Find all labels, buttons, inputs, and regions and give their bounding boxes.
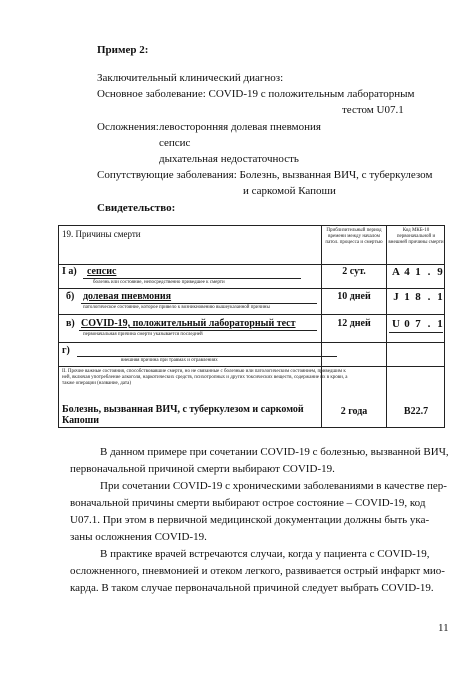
paragraph-3-line-2: осложненного, пневмонией и отеком легкого, развивается острый инфаркт мио- bbox=[70, 565, 445, 577]
certificate-label: Свидетельство: bbox=[97, 202, 176, 214]
comorbid-line2: и саркомой Капоши bbox=[243, 185, 336, 197]
code-char: . bbox=[427, 266, 431, 278]
code-char: U bbox=[392, 318, 400, 330]
complication-3: дыхательная недостаточность bbox=[159, 153, 299, 165]
cause-note: болезнь или состояние, непосредственно приведшее к смерти bbox=[93, 280, 225, 285]
code-underline bbox=[389, 332, 443, 333]
code-char: 7 bbox=[415, 318, 421, 330]
main-disease-line2: тестом U07.1 bbox=[342, 104, 404, 116]
code-char: 1 bbox=[437, 318, 443, 330]
cause-underline bbox=[79, 330, 317, 331]
code-char: 9 bbox=[437, 266, 443, 278]
row-divider bbox=[59, 264, 444, 265]
complication-1: левосторонняя долевая пневмония bbox=[159, 121, 321, 133]
cause-note: внешняя причина при травмах и отравлениях bbox=[121, 358, 218, 363]
column-divider bbox=[321, 226, 322, 427]
interval-header: Приблизительный период времени между началом патол. процесса и смертью bbox=[325, 228, 383, 245]
paragraph-2-line-2: воначальной причины смерти выбирают острое состояние – COVID-19, код bbox=[70, 497, 426, 509]
row-label: в) bbox=[66, 318, 75, 329]
part2-interval: 2 года bbox=[340, 406, 368, 417]
cause-underline bbox=[81, 303, 317, 304]
cause-note: патологическое состояние, которое привело к возникновению вышеуказанной причины bbox=[83, 305, 270, 310]
code-char: 8 bbox=[415, 291, 421, 303]
code-char: . bbox=[427, 291, 431, 303]
icd-code-cells bbox=[388, 266, 446, 280]
complications-label: Осложнения: bbox=[97, 121, 159, 133]
paragraph-3-line-1: В практике врачей встречаются случаи, когда у пациента с COVID-19, bbox=[100, 548, 430, 560]
paragraph-1-line-2: первоначальной причиной смерти выбирают COVID-19. bbox=[70, 463, 335, 475]
code-char: . bbox=[427, 318, 431, 330]
row-divider bbox=[59, 288, 444, 289]
paragraph-3-line-3: карда. В таком случае первоначальной причиной следует выбрать COVID-19. bbox=[70, 582, 434, 594]
page-number: 11 bbox=[438, 622, 449, 634]
paragraph-2-line-3: U07.1. При этом в первичной медицинской документации должны быть ука- bbox=[70, 514, 430, 526]
cause-text: долевая пневмония bbox=[83, 291, 172, 302]
paragraph-2-line-1: При сочетании COVID-19 с хроническими заболеваниями в качестве пер- bbox=[100, 480, 447, 492]
cause-text: сепсис bbox=[87, 266, 117, 277]
cause-underline bbox=[83, 278, 301, 279]
cause-note: первоначальная причина смерти указывается последней bbox=[83, 332, 203, 337]
icd-code-cells bbox=[388, 318, 446, 332]
row-label: I а) bbox=[62, 266, 77, 277]
row-divider bbox=[59, 366, 444, 367]
code-char: 1 bbox=[437, 291, 443, 303]
interval-value: 12 дней bbox=[337, 318, 371, 329]
example-heading: Пример 2: bbox=[97, 44, 149, 56]
cause-text: COVID-19, положительный лабораторный тест bbox=[81, 318, 296, 329]
row-divider bbox=[59, 314, 444, 315]
part2-cause: Болезнь, вызванная ВИЧ, с туберкулезом и саркомой Капоши bbox=[62, 404, 304, 426]
part2-description: II. Прочие важные состояния, способствовавшие смерти, но не связанные с болезнью или патологическим состоянием, приведшим к ней, включая употребление алкоголя, наркотических средств, психотропных и других токсических веществ, содержание их в крови, а также операции (название, дата) bbox=[62, 369, 348, 386]
code-char: 0 bbox=[404, 318, 410, 330]
comorbid-line1: Сопутствующие заболевания: Болезнь, вызванная ВИЧ, с туберкулезом bbox=[97, 169, 433, 181]
code-char: 1 bbox=[415, 266, 421, 278]
code-char: 1 bbox=[404, 291, 410, 303]
diagnosis-intro: Заключительный клинический диагноз: bbox=[97, 72, 284, 84]
paragraph-2-line-4: заны осложнения COVID-19. bbox=[70, 531, 207, 543]
complication-2: сепсис bbox=[159, 137, 191, 149]
code-header: Код МКБ-10 первоначальной и внешней причины смерти bbox=[388, 228, 444, 245]
row-label: г) bbox=[62, 345, 70, 356]
paragraph-1-line-1: В данном примере при сочетании COVID-19 с болезнью, вызванной ВИЧ, bbox=[100, 446, 449, 458]
code-char: 4 bbox=[404, 266, 410, 278]
death-certificate-table bbox=[58, 225, 445, 428]
part2-code: B22.7 bbox=[403, 406, 429, 417]
column-divider bbox=[386, 226, 387, 427]
cause-underline bbox=[77, 356, 337, 357]
main-disease-line1: Основное заболевание: COVID-19 с положительным лабораторным bbox=[97, 88, 415, 100]
section-title: 19. Причины смерти bbox=[62, 229, 141, 239]
code-char: A bbox=[392, 266, 400, 278]
interval-value: 2 сут. bbox=[342, 266, 366, 277]
interval-value: 10 дней bbox=[337, 291, 371, 302]
row-label: б) bbox=[66, 291, 75, 302]
icd-code-cells bbox=[388, 291, 446, 305]
code-char: J bbox=[393, 291, 399, 303]
row-divider bbox=[59, 342, 444, 343]
